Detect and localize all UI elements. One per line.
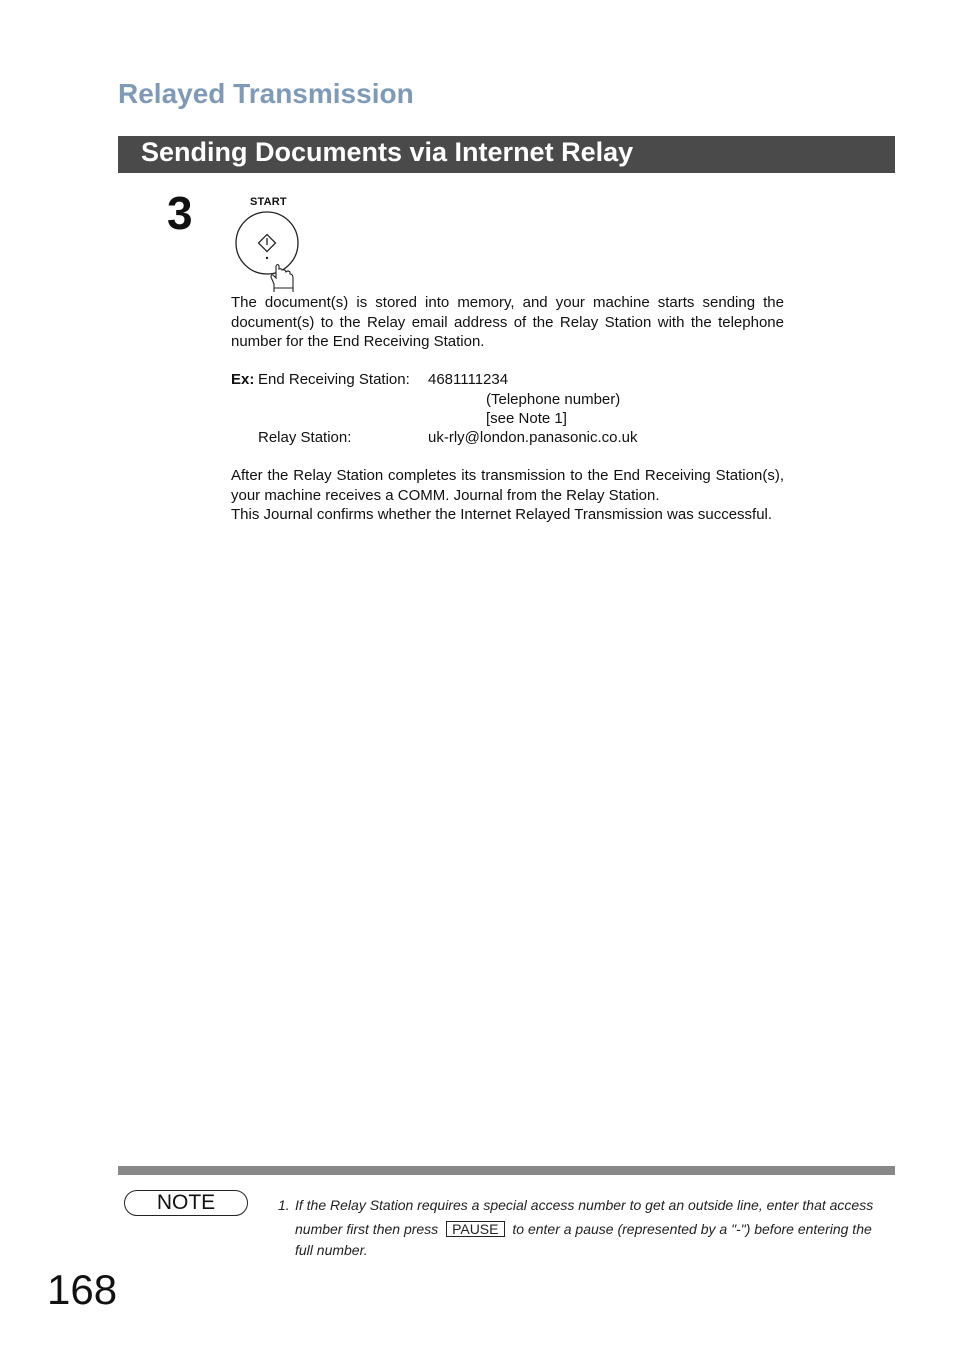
example-relay-value: uk-rly@london.panasonic.co.uk — [428, 429, 638, 446]
note-divider — [118, 1166, 895, 1175]
step-number: 3 — [167, 187, 193, 239]
start-button-icon — [230, 208, 306, 292]
note-text-d: full number. — [295, 1242, 368, 1258]
example-relay-label: Relay Station: — [258, 429, 352, 446]
step-description: The document(s) is stored into memory, and your machine starts sending the document(s) to the Relay email address of the Relay Station with the telephone number for the End Receiving Station. — [231, 294, 784, 350]
example-end-sub2: [see Note 1] — [486, 410, 567, 427]
note-number: 1. — [278, 1197, 290, 1213]
result-text-b: This Journal confirms whether the Internet Relayed Transmission was successful. — [231, 506, 773, 523]
example-end-value: 4681111234 — [428, 371, 509, 388]
note-text — [278, 1193, 895, 1259]
section-title: Relayed Transmission — [118, 78, 414, 109]
page-banner — [118, 136, 895, 173]
note-text-a: If the Relay Station requires a special access number to get an outside line, enter that access — [295, 1197, 874, 1213]
start-button-label: START — [250, 196, 287, 208]
start-button-illustration — [230, 208, 306, 297]
example-end-label: End Receiving Station: — [258, 371, 410, 388]
example-end-sub1: (Telephone number) — [486, 391, 621, 408]
page-title: Sending Documents via Internet Relay — [141, 137, 634, 167]
note-text-b: number first then press — [295, 1221, 439, 1237]
pause-key: PAUSE — [446, 1221, 504, 1237]
result-text-a: After the Relay Station completes its transmission to the End Receiving Station(s), your machine receives a COMM. Journal from the Relay Station. — [231, 467, 784, 504]
note-text-c: to enter a pause (represented by a "-") before entering the — [512, 1221, 872, 1237]
page-number: 168 — [47, 1266, 118, 1313]
result-description — [231, 466, 784, 525]
example-prefix: Ex: — [231, 371, 255, 388]
note-badge: NOTE — [124, 1190, 248, 1216]
